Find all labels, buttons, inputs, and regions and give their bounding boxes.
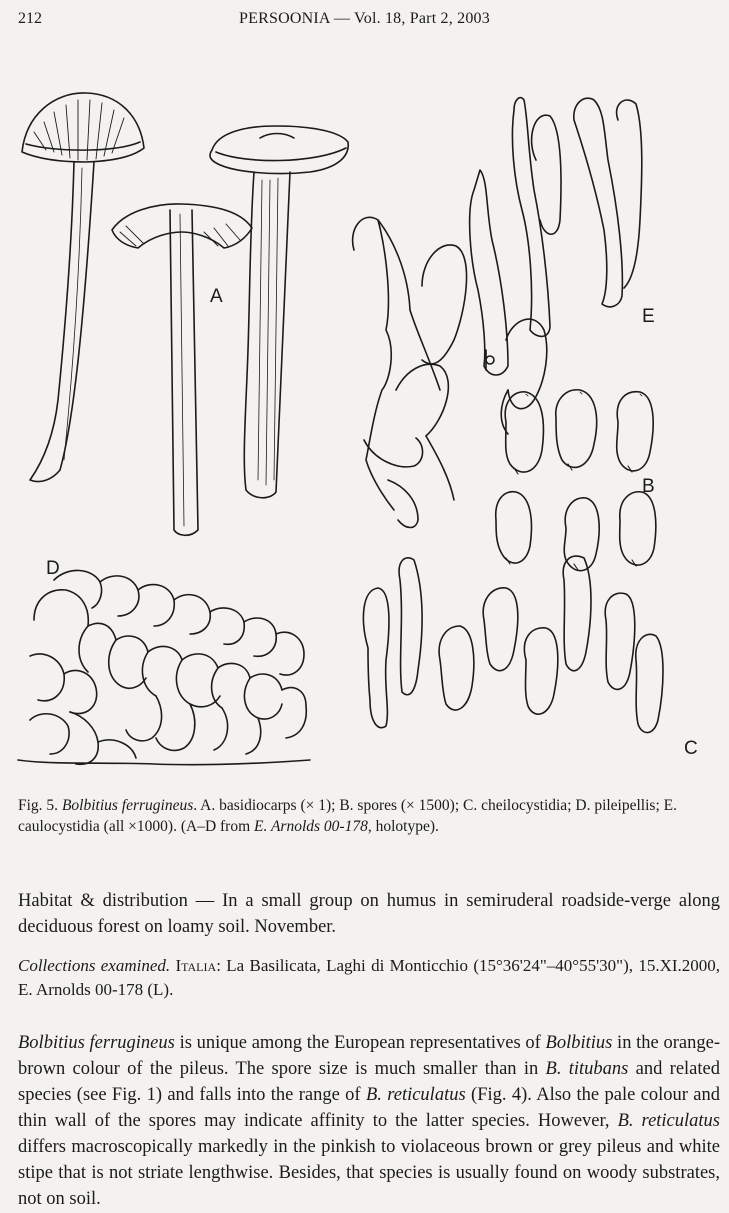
discussion-text-1: is unique among the European representatives of bbox=[174, 1033, 546, 1053]
basidiocarp-3 bbox=[210, 126, 348, 498]
discussion-text-3: and related species (see Fig. 1) and falls into the range of bbox=[18, 1059, 720, 1105]
discussion-species-2: B. titubans bbox=[545, 1059, 629, 1079]
label-c: C bbox=[684, 738, 698, 759]
discussion-species-4: B. reticulatus bbox=[617, 1111, 720, 1131]
caption-species: Bolbitius ferrugineus bbox=[61, 797, 194, 814]
pileipellis-group bbox=[18, 570, 310, 764]
figure-caption bbox=[18, 795, 718, 837]
collections-text: : La Basilicata, Laghi di Monticchio (15°36'24"–40°55'30"), 15.XI.2000, E. Arnolds 00-178 (L). bbox=[18, 956, 721, 999]
figure-5-plate bbox=[14, 60, 729, 782]
label-e: E bbox=[642, 306, 655, 327]
label-a: A bbox=[210, 286, 223, 307]
running-header bbox=[18, 10, 711, 32]
discussion-text-4: (Fig. 4). Also the pale colour and thin wall of the spores may indicate affinity to the latter species. However, bbox=[18, 1085, 720, 1131]
caulocystidia-group bbox=[353, 98, 642, 528]
label-d: D bbox=[46, 558, 60, 579]
caption-collector: E. Arnolds 00-178 bbox=[254, 818, 368, 835]
caption-figure-number: Fig. 5. bbox=[18, 797, 59, 814]
discussion-species-1: Bolbitius ferrugineus bbox=[18, 1033, 175, 1053]
discussion-paragraph bbox=[18, 1030, 720, 1212]
discussion-text-2: in the orange-brown colour of the pileus. The spore size is much smaller than in bbox=[18, 1033, 720, 1079]
discussion-species-3: B. reticulatus bbox=[365, 1085, 466, 1105]
spores-group bbox=[496, 390, 656, 571]
discussion-text-5: differs macroscopically markedly in the pinkish to violaceous brown or grey pileus and white stipe that is not striate lengthwise. Besides, that species is usually found on woody substrates, not on soil. bbox=[18, 1137, 720, 1209]
basidiocarp-1 bbox=[22, 93, 144, 482]
cheilocystidia-group bbox=[363, 556, 663, 733]
habitat-paragraph: Habitat & distribution — In a small group on humus in semiruderal roadside-verge along deciduous forest on loamy soil. November. bbox=[18, 891, 720, 937]
collections-heading: Collections examined. bbox=[18, 956, 171, 975]
running-title: PERSOONIA — Vol. 18, Part 2, 2003 bbox=[239, 10, 490, 27]
caption-text-2: , holotype). bbox=[367, 818, 439, 835]
basidiocarp-2-section bbox=[112, 204, 252, 535]
collections-paragraph bbox=[18, 954, 720, 1002]
caption-text-1: . A. basidiocarps (× 1); B. spores (× 1500); C. cheilocystidia; D. pileipellis; E. caulocystidia (all ×1000). (A–D from bbox=[18, 797, 677, 835]
page-number: 212 bbox=[18, 10, 42, 27]
collections-country: Italia bbox=[175, 956, 217, 975]
label-b: B bbox=[642, 476, 655, 497]
discussion-genus: Bolbitius bbox=[545, 1033, 613, 1053]
